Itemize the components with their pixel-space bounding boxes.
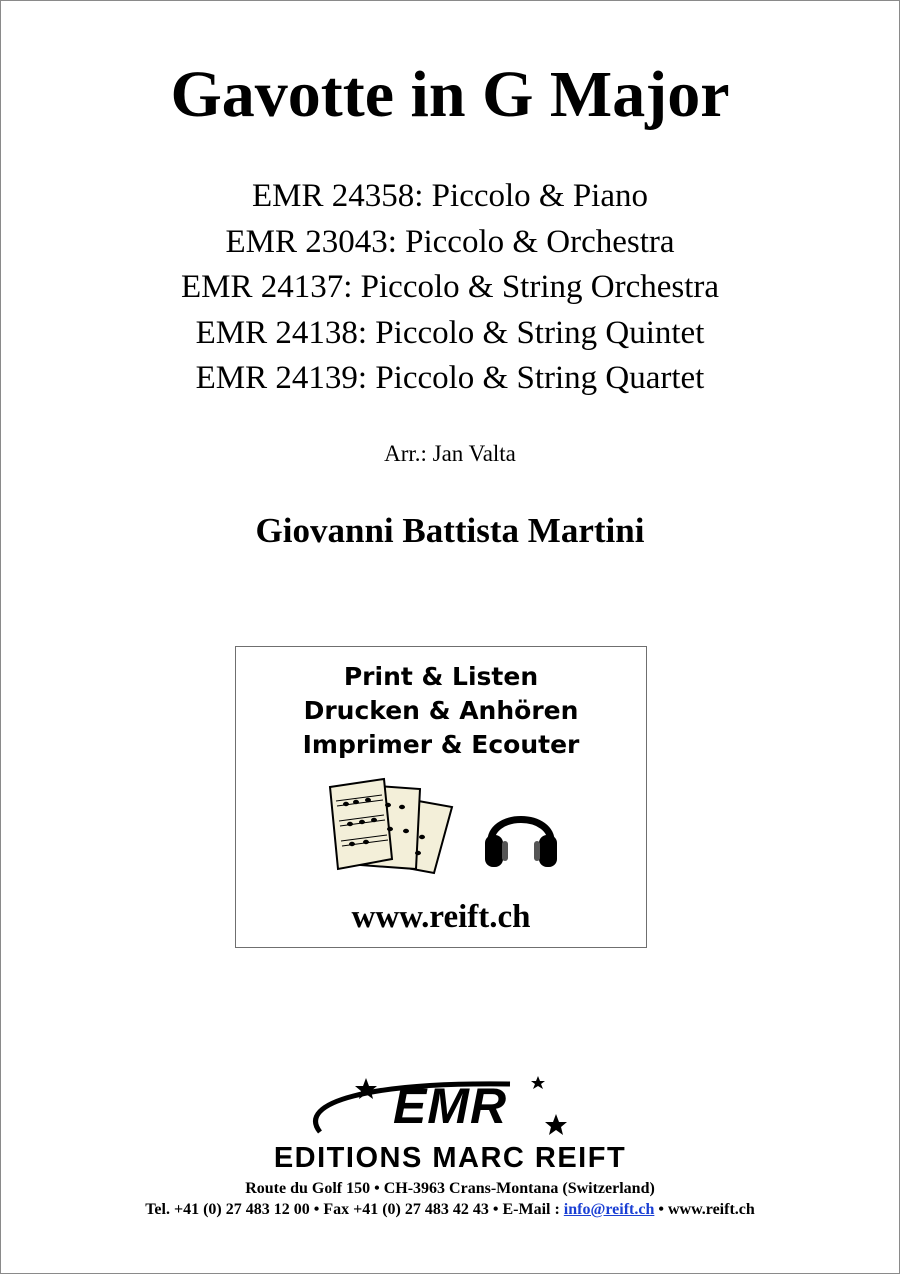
promo-line: Imprimer & Ecouter xyxy=(302,730,580,759)
promo-url[interactable]: www.reift.ch xyxy=(351,899,531,935)
promo-line: Print & Listen xyxy=(343,662,539,691)
publisher-name: EDITIONS MARC REIFT xyxy=(273,1142,627,1174)
address: Route du Golf 150 • CH-3963 Crans-Montana (Switzerland) xyxy=(245,1180,655,1197)
contact-prefix: Tel. +41 (0) 27 483 12 00 • Fax +41 (0) 27 483 42 43 • E-Mail : xyxy=(145,1201,564,1218)
edition-list xyxy=(0,174,900,402)
edition-item: EMR 24139: Piccolo & String Quartet xyxy=(195,360,705,396)
promo-line: Drucken & Anhören xyxy=(303,696,579,725)
sheet-music-icon xyxy=(326,777,456,877)
contact-line xyxy=(0,1199,900,1221)
edition-item: EMR 23043: Piccolo & Orchestra xyxy=(225,223,675,260)
composer: Giovanni Battista Martini xyxy=(255,511,645,550)
edition-item: EMR 24358: Piccolo & Piano xyxy=(252,178,648,214)
email-link[interactable]: info@reift.ch xyxy=(563,1201,655,1218)
print-listen-box xyxy=(235,646,647,948)
edition-item: EMR 24138: Piccolo & String Quintet xyxy=(195,314,705,351)
edition-item: EMR 24137: Piccolo & String Orchestra xyxy=(180,269,720,305)
logo-text: EMR xyxy=(392,1078,508,1134)
emr-logo xyxy=(300,1074,600,1146)
title: Gavotte in G Major xyxy=(170,58,730,131)
promo-lines xyxy=(236,660,646,762)
headphones-icon xyxy=(483,793,559,873)
arranger: Arr.: Jan Valta xyxy=(384,441,516,466)
contact-suffix: • www.reift.ch xyxy=(654,1201,755,1218)
